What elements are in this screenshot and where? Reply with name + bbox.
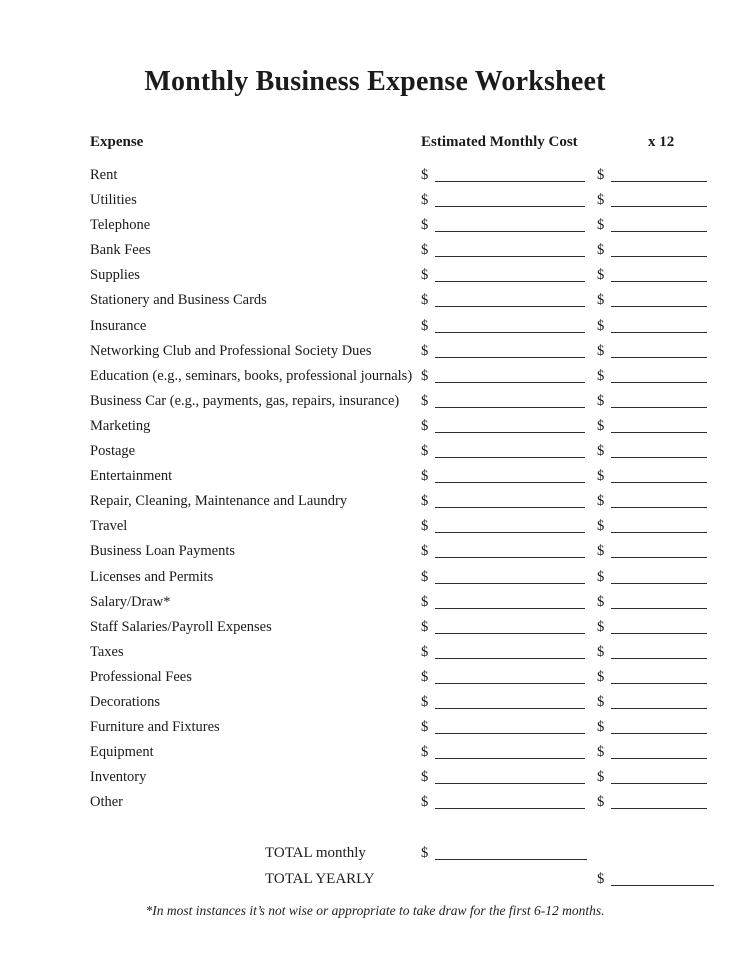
total-monthly-row [0,845,750,870]
dollar-sign: $ [421,493,429,510]
expense-label: Marketing [90,417,151,434]
expense-row [0,744,750,769]
dollar-sign: $ [421,267,429,284]
dollar-sign: $ [421,518,429,535]
expense-row [0,794,750,819]
expense-row [0,669,750,694]
salary-draw-footnote: *In most instances it’s not wise or appropriate to take draw for the first 6-12 months. [145,902,605,918]
yearly-cost-cell [597,418,717,435]
monthly-cost-blank[interactable] [435,683,585,684]
monthly-cost-cell [421,443,597,460]
expense-label: Education (e.g., seminars, books, professional journals) [90,367,413,384]
dollar-sign: $ [597,593,605,610]
expense-label: Telephone [90,217,151,234]
expense-label: Bank Fees [90,242,151,259]
dollar-sign: $ [597,744,605,761]
expense-rows [0,167,750,819]
yearly-cost-blank[interactable] [611,633,707,634]
monthly-cost-blank[interactable] [435,708,585,709]
monthly-cost-blank[interactable] [435,457,585,458]
monthly-cost-blank[interactable] [435,407,585,408]
dollar-sign: $ [421,468,429,485]
yearly-cost-cell [597,468,717,485]
monthly-cost-cell [421,694,597,711]
dollar-sign: $ [597,794,605,811]
yearly-cost-blank[interactable] [611,658,707,659]
expense-label: Repair, Cleaning, Maintenance and Laundry [90,493,348,510]
dollar-sign: $ [597,618,605,635]
yearly-cost-blank[interactable] [611,407,707,408]
expense-row [0,443,750,468]
dollar-sign: $ [597,367,605,384]
monthly-cost-cell [421,518,597,535]
dollar-sign: $ [421,317,429,334]
expense-row [0,644,750,669]
expense-row [0,468,750,493]
total-yearly-label: TOTAL YEARLY [265,870,375,887]
yearly-cost-cell [597,368,717,385]
total-monthly-cell [421,845,597,862]
dollar-sign: $ [597,217,605,234]
monthly-cost-blank[interactable] [435,532,585,533]
yearly-cost-blank[interactable] [611,783,707,784]
expense-label: Insurance [90,317,147,334]
monthly-cost-cell [421,267,597,284]
monthly-cost-cell [421,543,597,560]
yearly-cost-cell [597,217,717,234]
expense-column-header: Expense [90,134,144,150]
yearly-cost-cell [597,242,717,259]
dollar-sign: $ [421,618,429,635]
yearly-cost-blank[interactable] [611,808,707,809]
dollar-sign: $ [421,643,429,660]
monthly-cost-cell [421,468,597,485]
expense-row [0,318,750,343]
yearly-cost-blank[interactable] [611,758,707,759]
expense-label: Stationery and Business Cards [90,292,267,309]
yearly-cost-blank[interactable] [611,332,707,333]
yearly-cost-blank[interactable] [611,557,707,558]
monthly-cost-cell [421,769,597,786]
dollar-sign: $ [421,668,429,685]
expense-row [0,719,750,744]
monthly-cost-blank[interactable] [435,432,585,433]
yearly-cost-cell [597,493,717,510]
yearly-cost-blank[interactable] [611,206,707,207]
yearly-cost-cell [597,669,717,686]
dollar-sign: $ [597,317,605,334]
expense-row [0,569,750,594]
expense-row [0,368,750,393]
total-monthly-blank[interactable] [435,859,587,860]
yearly-cost-blank[interactable] [611,683,707,684]
page-title: Monthly Business Expense Worksheet [144,66,606,97]
yearly-cost-blank[interactable] [611,507,707,508]
dollar-sign: $ [597,668,605,685]
yearly-cost-blank[interactable] [611,357,707,358]
yearly-cost-blank[interactable] [611,231,707,232]
dollar-sign: $ [421,693,429,710]
expense-row [0,493,750,518]
yearly-cost-blank[interactable] [611,432,707,433]
yearly-cost-blank[interactable] [611,482,707,483]
dollar-sign: $ [421,845,429,862]
yearly-cost-blank[interactable] [611,733,707,734]
monthly-cost-blank[interactable] [435,231,585,232]
monthly-cost-cell [421,418,597,435]
yearly-cost-blank[interactable] [611,281,707,282]
yearly-cost-blank[interactable] [611,256,707,257]
expense-row [0,594,750,619]
dollar-sign: $ [597,870,605,887]
dollar-sign: $ [421,568,429,585]
dollar-sign: $ [421,342,429,359]
yearly-cost-cell [597,569,717,586]
yearly-cost-cell [597,769,717,786]
yearly-cost-cell [597,292,717,309]
expense-row [0,192,750,217]
monthly-cost-cell [421,794,597,811]
yearly-cost-cell [597,744,717,761]
dollar-sign: $ [597,292,605,309]
monthly-cost-cell [421,669,597,686]
monthly-cost-cell [421,594,597,611]
yearly-cost-cell [597,719,717,736]
monthly-cost-cell [421,393,597,410]
yearly-cost-blank[interactable] [611,382,707,383]
yearly-cost-cell [597,619,717,636]
expense-label: Travel [90,518,128,535]
monthly-cost-blank[interactable] [435,808,585,809]
yearly-cost-cell [597,518,717,535]
monthly-cost-cell [421,744,597,761]
monthly-cost-cell [421,192,597,209]
expense-row [0,543,750,568]
dollar-sign: $ [421,794,429,811]
expense-row [0,167,750,192]
monthly-cost-cell [421,619,597,636]
expense-label: Decorations [90,693,161,710]
monthly-cost-cell [421,217,597,234]
expense-row [0,217,750,242]
dollar-sign: $ [421,242,429,259]
expense-row [0,418,750,443]
dollar-sign: $ [597,192,605,209]
yearly-cost-cell [597,443,717,460]
expense-row [0,292,750,317]
expense-label: Networking Club and Professional Society Dues [90,342,372,359]
monthly-cost-blank[interactable] [435,507,585,508]
expense-label: Supplies [90,267,140,284]
yearly-cost-blank[interactable] [611,181,707,182]
expense-label: Professional Fees [90,668,192,685]
dollar-sign: $ [597,518,605,535]
dollar-sign: $ [421,292,429,309]
dollar-sign: $ [597,167,605,183]
yearly-cost-blank[interactable] [611,532,707,533]
yearly-cost-cell [597,343,717,360]
yearly-cost-cell [597,644,717,661]
monthly-cost-blank[interactable] [435,382,585,383]
yearly-cost-cell [597,318,717,335]
dollar-sign: $ [597,493,605,510]
totals-section [0,845,750,895]
dollar-sign: $ [421,192,429,209]
dollar-sign: $ [421,167,429,183]
yearly-cost-cell [597,167,717,184]
dollar-sign: $ [421,593,429,610]
expense-row [0,518,750,543]
expense-label: Rent [90,167,118,183]
yearly-cost-cell [597,393,717,410]
dollar-sign: $ [597,719,605,736]
monthly-cost-blank[interactable] [435,633,585,634]
dollar-sign: $ [421,392,429,409]
monthly-cost-cell [421,493,597,510]
monthly-cost-blank[interactable] [435,357,585,358]
expense-label: Inventory [90,769,147,786]
yearly-cost-cell [597,594,717,611]
dollar-sign: $ [597,242,605,259]
yearly-cost-blank[interactable] [611,306,707,307]
expense-label: Utilities [90,192,137,209]
yearly-cost-blank[interactable] [611,457,707,458]
monthly-cost-blank[interactable] [435,256,585,257]
expense-label: Equipment [90,744,154,761]
monthly-cost-blank[interactable] [435,281,585,282]
dollar-sign: $ [421,719,429,736]
expense-label: Other [90,794,124,811]
monthly-cost-blank[interactable] [435,181,585,182]
total-yearly-row [0,871,750,896]
monthly-cost-cell [421,318,597,335]
dollar-sign: $ [597,643,605,660]
monthly-cost-blank[interactable] [435,206,585,207]
yearly-cost-cell [597,694,717,711]
total-yearly-blank[interactable] [611,885,714,886]
yearly-cost-cell [597,794,717,811]
dollar-sign: $ [597,443,605,460]
dollar-sign: $ [597,769,605,786]
monthly-cost-cell [421,644,597,661]
monthly-cost-blank[interactable] [435,482,585,483]
monthly-cost-blank[interactable] [435,332,585,333]
dollar-sign: $ [597,693,605,710]
dollar-sign: $ [597,392,605,409]
dollar-sign: $ [421,443,429,460]
yearly-cost-cell [597,192,717,209]
expense-row [0,769,750,794]
total-monthly-label: TOTAL monthly [265,845,366,862]
expense-label: Staff Salaries/Payroll Expenses [90,618,272,635]
expense-row [0,694,750,719]
monthly-cost-blank[interactable] [435,783,585,784]
yearly-cost-blank[interactable] [611,708,707,709]
yearly-cost-blank[interactable] [611,583,707,584]
yearly-cost-cell [597,267,717,284]
monthly-cost-blank[interactable] [435,608,585,609]
dollar-sign: $ [597,543,605,560]
expense-label: Postage [90,443,136,460]
dollar-sign: $ [421,744,429,761]
monthly-cost-blank[interactable] [435,758,585,759]
monthly-cost-cell [421,719,597,736]
yearly-cost-blank[interactable] [611,608,707,609]
dollar-sign: $ [421,217,429,234]
dollar-sign: $ [597,342,605,359]
monthly-cost-cell [421,242,597,259]
monthly-cost-blank[interactable] [435,557,585,558]
dollar-sign: $ [421,417,429,434]
expense-label: Furniture and Fixtures [90,719,220,736]
expense-row [0,619,750,644]
monthly-cost-cell [421,569,597,586]
monthly-cost-cell [421,292,597,309]
monthly-cost-cell [421,167,597,184]
monthly-cost-cell [421,343,597,360]
expense-label: Taxes [90,643,124,660]
monthly-cost-blank[interactable] [435,306,585,307]
expense-label: Salary/Draw* [90,593,171,610]
dollar-sign: $ [597,568,605,585]
expense-row [0,267,750,292]
expense-label: Licenses and Permits [90,568,214,585]
expense-label: Entertainment [90,468,173,485]
expense-row [0,242,750,267]
dollar-sign: $ [421,367,429,384]
dollar-sign: $ [597,417,605,434]
yearly-cost-cell [597,543,717,560]
monthly-cost-cell [421,368,597,385]
expense-row [0,343,750,368]
dollar-sign: $ [597,468,605,485]
dollar-sign: $ [421,543,429,560]
column-headers [0,134,750,159]
total-yearly-cell [597,871,717,888]
monthly-cost-blank[interactable] [435,733,585,734]
dollar-sign: $ [597,267,605,284]
monthly-cost-blank[interactable] [435,583,585,584]
dollar-sign: $ [421,769,429,786]
expense-label: Business Car (e.g., payments, gas, repairs, insurance) [90,392,400,409]
expense-label: Business Loan Payments [90,543,235,560]
monthly-cost-column-header: Estimated Monthly Cost [421,134,578,150]
x12-column-header: x 12 [648,134,675,150]
expense-row [0,393,750,418]
monthly-cost-blank[interactable] [435,658,585,659]
